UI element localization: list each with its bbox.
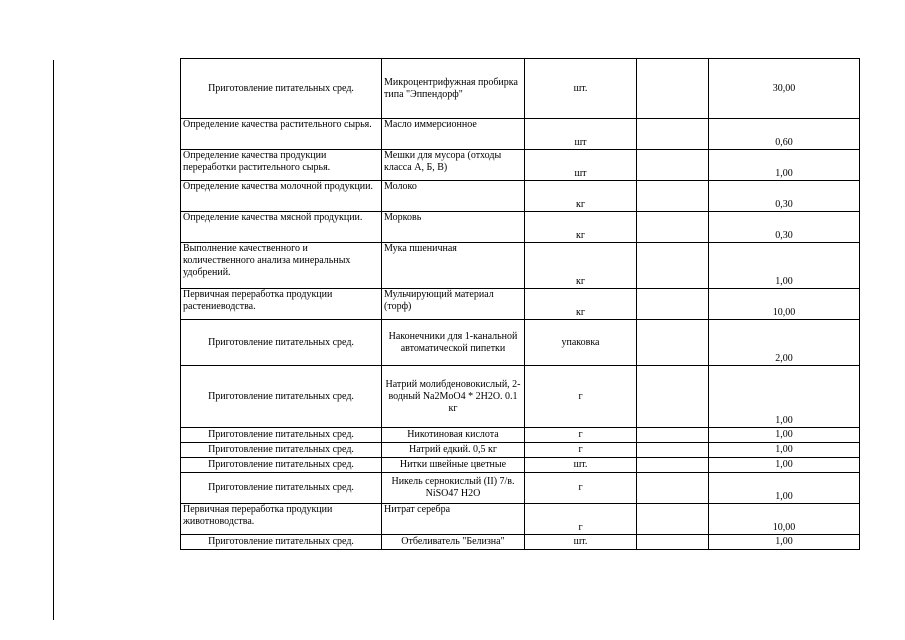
table-row [181,150,860,181]
quantity-cell: 0,30 [709,212,860,243]
table-row [181,504,860,535]
materials-table-body [181,59,860,550]
quantity-cell: 2,00 [709,320,860,366]
quantity-cell: 10,00 [709,289,860,320]
material-name-cell: Натрий молибденовокислый, 2-водный Na2MoO4 * 2H2O. 0.1 кг [382,366,525,428]
material-name-cell: Натрий едкий. 0,5 кг [382,443,525,458]
unit-cell: кг [525,181,637,212]
quantity-cell: 1,00 [709,366,860,428]
empty-cell [637,504,709,535]
empty-cell [637,212,709,243]
operation-cell: Первичная переработка продукции животноводства. [181,504,382,535]
unit-cell: шт [525,150,637,181]
material-name-cell: Молоко [382,181,525,212]
table-row [181,243,860,289]
operation-cell: Приготовление питательных сред. [181,535,382,550]
material-name-cell: Никотиновая кислота [382,428,525,443]
empty-cell [637,181,709,212]
quantity-cell: 1,00 [709,428,860,443]
operation-cell: Приготовление питательных сред. [181,320,382,366]
quantity-cell: 10,00 [709,504,860,535]
unit-cell: кг [525,212,637,243]
table-row [181,428,860,443]
table-row [181,181,860,212]
empty-cell [637,473,709,504]
quantity-cell: 0,30 [709,181,860,212]
page-margin-line [53,60,54,620]
unit-cell: кг [525,243,637,289]
operation-cell: Определение качества продукции переработки растительного сырья. [181,150,382,181]
empty-cell [637,443,709,458]
operation-cell: Приготовление питательных сред. [181,473,382,504]
empty-cell [637,119,709,150]
unit-cell: кг [525,289,637,320]
material-name-cell: Никель сернокислый (II) 7/в. NiSO47 H2O [382,473,525,504]
operation-cell: Первичная переработка продукции растениеводства. [181,289,382,320]
material-name-cell: Отбеливатель "Белизна" [382,535,525,550]
operation-cell: Приготовление питательных сред. [181,59,382,119]
table-row [181,320,860,366]
empty-cell [637,458,709,473]
unit-cell: г [525,428,637,443]
table-row [181,535,860,550]
table-row [181,289,860,320]
material-name-cell: Нитки швейные цветные [382,458,525,473]
quantity-cell: 1,00 [709,243,860,289]
quantity-cell: 1,00 [709,443,860,458]
table-row [181,212,860,243]
operation-cell: Выполнение качественного и количественного анализа минеральных удобрений. [181,243,382,289]
empty-cell [637,320,709,366]
table-row [181,443,860,458]
table-row [181,366,860,428]
unit-cell: шт. [525,458,637,473]
operation-cell: Приготовление питательных сред. [181,443,382,458]
table-row [181,458,860,473]
material-name-cell: Мешки для мусора (отходы класса А, Б, В) [382,150,525,181]
materials-table [180,58,860,550]
table-row [181,59,860,119]
empty-cell [637,150,709,181]
table-row [181,473,860,504]
empty-cell [637,428,709,443]
operation-cell: Определение качества мясной продукции. [181,212,382,243]
unit-cell: г [525,473,637,504]
unit-cell: шт [525,119,637,150]
operation-cell: Определение качества молочной продукции. [181,181,382,212]
quantity-cell: 0,60 [709,119,860,150]
table-row [181,119,860,150]
empty-cell [637,535,709,550]
material-name-cell: Микроцентрифужная пробирка типа "Эппендорф" [382,59,525,119]
material-name-cell: Нитрат серебра [382,504,525,535]
quantity-cell: 1,00 [709,473,860,504]
unit-cell: шт. [525,59,637,119]
quantity-cell: 30,00 [709,59,860,119]
operation-cell: Приготовление питательных сред. [181,428,382,443]
empty-cell [637,243,709,289]
unit-cell: упаковка [525,320,637,366]
quantity-cell: 1,00 [709,150,860,181]
unit-cell: г [525,366,637,428]
empty-cell [637,289,709,320]
material-name-cell: Мульчирующий материал (торф) [382,289,525,320]
empty-cell [637,366,709,428]
operation-cell: Приготовление питательных сред. [181,458,382,473]
quantity-cell: 1,00 [709,535,860,550]
empty-cell [637,59,709,119]
unit-cell: г [525,443,637,458]
operation-cell: Определение качества растительного сырья. [181,119,382,150]
unit-cell: г [525,504,637,535]
unit-cell: шт. [525,535,637,550]
material-name-cell: Мука пшеничная [382,243,525,289]
material-name-cell: Масло иммерсионное [382,119,525,150]
material-name-cell: Наконечники для 1-канальной автоматической пипетки [382,320,525,366]
quantity-cell: 1,00 [709,458,860,473]
material-name-cell: Морковь [382,212,525,243]
operation-cell: Приготовление питательных сред. [181,366,382,428]
